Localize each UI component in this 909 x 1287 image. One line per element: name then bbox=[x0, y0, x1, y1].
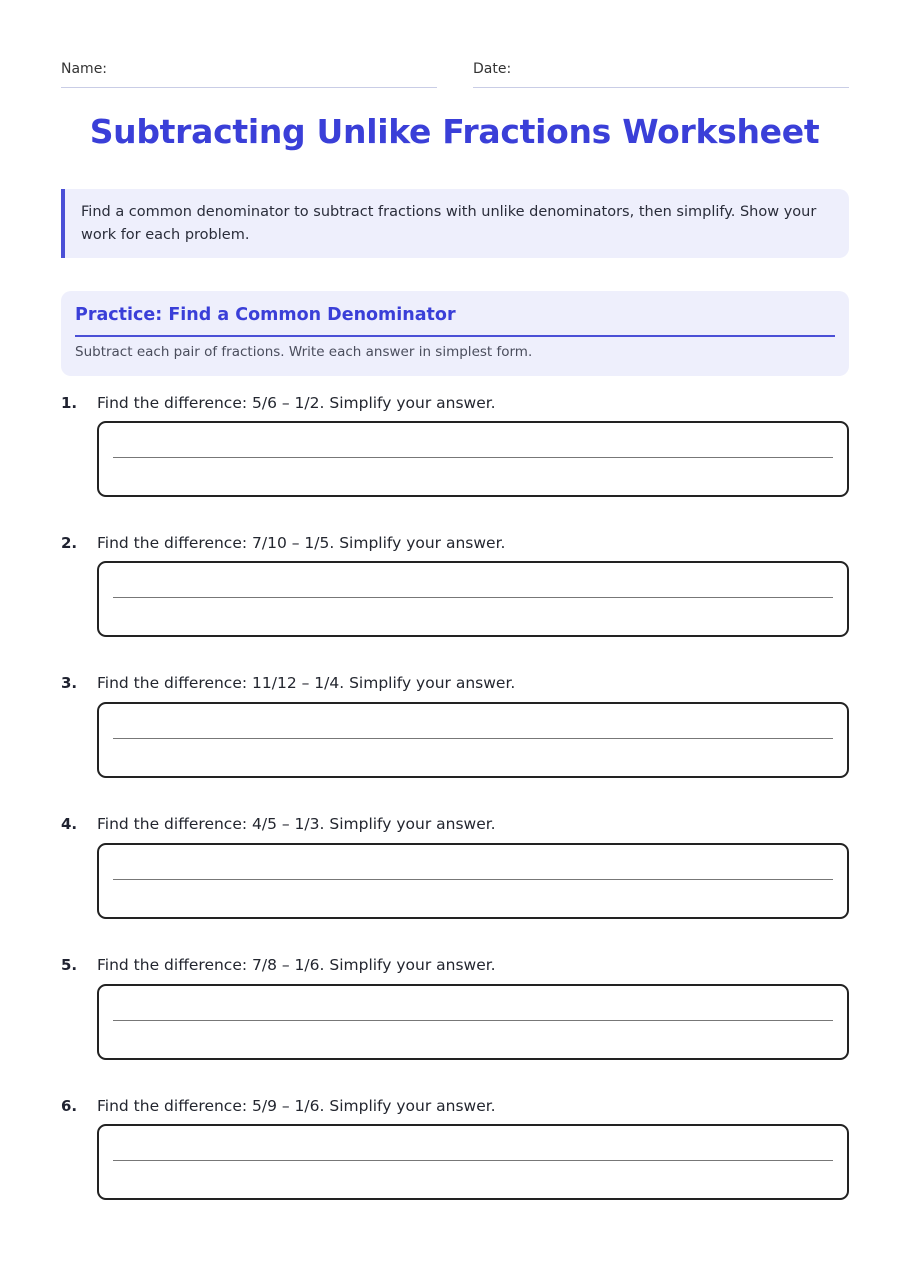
section-title: Practice: Find a Common Denominator bbox=[75, 305, 456, 325]
answer-box[interactable] bbox=[97, 984, 849, 1060]
answer-line bbox=[113, 879, 833, 880]
problem-text: Find the difference: 5/6 – 1/2. Simplify your answer. bbox=[97, 394, 496, 412]
problem-number: 2. bbox=[61, 534, 78, 552]
problem-text: Find the difference: 7/8 – 1/6. Simplify your answer. bbox=[97, 956, 496, 974]
name-line[interactable] bbox=[61, 87, 437, 88]
answer-box[interactable] bbox=[97, 843, 849, 919]
worksheet-title: Subtracting Unlike Fractions Worksheet bbox=[89, 112, 820, 151]
instructions-box bbox=[61, 189, 849, 258]
answer-line bbox=[113, 457, 833, 458]
answer-box[interactable] bbox=[97, 1124, 849, 1200]
answer-line bbox=[113, 738, 833, 739]
section-divider bbox=[75, 335, 835, 337]
problem-number: 3. bbox=[61, 674, 78, 692]
answer-line bbox=[113, 1160, 833, 1161]
name-label: Name: bbox=[61, 61, 108, 77]
answer-line bbox=[113, 597, 833, 598]
problem-number: 5. bbox=[61, 956, 78, 974]
answer-box[interactable] bbox=[97, 421, 849, 497]
section-header bbox=[61, 291, 849, 376]
problem-number: 4. bbox=[61, 815, 78, 833]
problem-text: Find the difference: 5/9 – 1/6. Simplify your answer. bbox=[97, 1097, 496, 1115]
date-label: Date: bbox=[473, 61, 512, 77]
problem-number: 6. bbox=[61, 1097, 78, 1115]
instructions-text: Find a common denominator to subtract fractions with unlike denominators, then simplify. Show your work for each problem. bbox=[81, 204, 817, 243]
answer-box[interactable] bbox=[97, 702, 849, 778]
problem-text: Find the difference: 4/5 – 1/3. Simplify your answer. bbox=[97, 815, 496, 833]
answer-line bbox=[113, 1020, 833, 1021]
problem-number: 1. bbox=[61, 394, 78, 412]
problem-text: Find the difference: 7/10 – 1/5. Simplify your answer. bbox=[97, 534, 506, 552]
section-subtitle: Subtract each pair of fractions. Write each answer in simplest form. bbox=[75, 344, 533, 360]
date-line[interactable] bbox=[473, 87, 849, 88]
problem-text: Find the difference: 11/12 – 1/4. Simplify your answer. bbox=[97, 674, 516, 692]
answer-box[interactable] bbox=[97, 561, 849, 637]
